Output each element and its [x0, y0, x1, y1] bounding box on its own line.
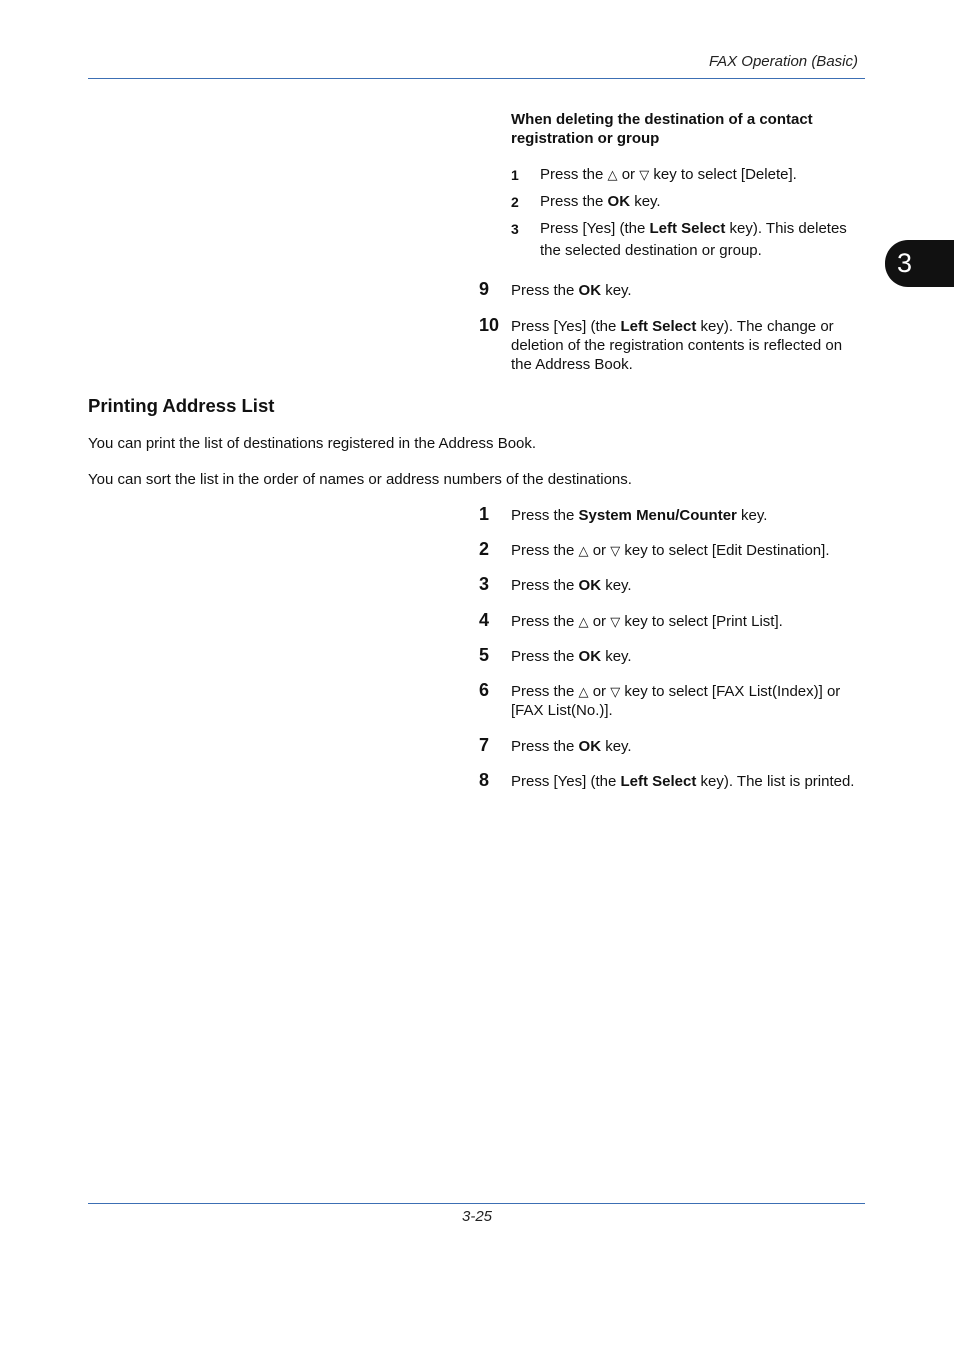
- step-number: 9: [479, 279, 490, 299]
- step-number: 6: [479, 680, 490, 700]
- steps-continued: [479, 281, 865, 374]
- key-name: Left Select: [620, 318, 697, 335]
- substep: [511, 191, 863, 213]
- up-triangle-icon: △: [578, 614, 589, 629]
- step-number: 7: [479, 735, 490, 755]
- step: [479, 612, 865, 631]
- header-title: FAX Operation (Basic): [709, 53, 858, 70]
- step-text: or: [588, 683, 611, 700]
- step: [479, 317, 865, 374]
- step-text: Press the: [511, 738, 579, 755]
- step-number: 2: [479, 539, 490, 559]
- step: [479, 737, 865, 756]
- step: [479, 682, 865, 720]
- step-number: 10: [479, 315, 500, 335]
- header-rule: [88, 78, 865, 79]
- footer-rule: [88, 1203, 865, 1204]
- substep: [511, 218, 863, 262]
- down-triangle-icon: ▽: [610, 614, 621, 629]
- up-triangle-icon: △: [607, 167, 618, 182]
- up-triangle-icon: △: [578, 543, 589, 558]
- substep-text: Press the: [540, 193, 608, 210]
- step-number: 3: [479, 574, 490, 594]
- step-text: key). The list is printed.: [696, 773, 855, 790]
- down-triangle-icon: ▽: [610, 684, 621, 699]
- step-text: Press the: [511, 542, 579, 559]
- step-text: key to select [FAX List(Index)] or [FAX List(No.)].: [511, 683, 841, 719]
- down-triangle-icon: ▽: [610, 543, 621, 558]
- substep-number: 3: [511, 221, 519, 237]
- step-text: or: [588, 542, 611, 559]
- step-text: key.: [601, 577, 632, 594]
- step-text: Press the: [511, 683, 579, 700]
- substep-text: or: [617, 166, 640, 183]
- page-number: 3-25: [461, 1208, 493, 1225]
- step: [479, 647, 865, 666]
- substep: [511, 164, 863, 186]
- step-text: key). The change or deletion of the registration contents is reflected on the Address Book.: [511, 318, 843, 373]
- substep-text: key). This deletes the selected destination or group.: [540, 220, 847, 259]
- key-name: OK: [578, 648, 602, 665]
- key-name: OK: [578, 577, 602, 594]
- step: [479, 772, 865, 791]
- step-text: or: [588, 613, 611, 630]
- printing-steps: [479, 506, 865, 791]
- sort-paragraph: You can sort the list in the order of names or address numbers of the destinations.: [88, 471, 632, 488]
- step-text: Press [Yes] (the: [511, 318, 621, 335]
- key-name: Left Select: [649, 220, 726, 237]
- step: [479, 541, 865, 560]
- key-name: OK: [607, 193, 631, 210]
- step-number: 8: [479, 770, 490, 790]
- delete-subheading: When deleting the destination of a contact registration or group: [511, 111, 813, 147]
- step-text: key to select [Print List].: [620, 613, 783, 630]
- step-text: Press the: [511, 507, 579, 524]
- step-number: 4: [479, 610, 490, 630]
- intro-paragraph: You can print the list of destinations registered in the Address Book.: [88, 435, 537, 452]
- step: [479, 281, 865, 300]
- section-heading: Printing Address List: [88, 395, 275, 416]
- step-number: 1: [479, 504, 490, 524]
- step-text: key.: [601, 648, 632, 665]
- key-name: OK: [578, 282, 602, 299]
- down-triangle-icon: ▽: [639, 167, 650, 182]
- step-text: key to select [Edit Destination].: [620, 542, 830, 559]
- substep-number: 2: [511, 194, 519, 210]
- step-text: Press the: [511, 577, 579, 594]
- key-name: System Menu/Counter: [578, 507, 737, 524]
- chapter-tab: 3: [885, 240, 954, 287]
- step-text: key.: [601, 738, 632, 755]
- step-number: 5: [479, 645, 490, 665]
- delete-substeps: [511, 164, 863, 267]
- key-name: OK: [578, 738, 602, 755]
- substep-text: Press [Yes] (the: [540, 220, 650, 237]
- step-text: Press the: [511, 613, 579, 630]
- step-text: key.: [736, 507, 768, 524]
- step-text: Press [Yes] (the: [511, 773, 621, 790]
- substep-text: key to select [Delete].: [649, 166, 797, 183]
- substep-text: Press the: [540, 166, 608, 183]
- key-name: Left Select: [620, 773, 697, 790]
- step: [479, 506, 865, 525]
- step-text: key.: [601, 282, 632, 299]
- up-triangle-icon: △: [578, 684, 589, 699]
- step-text: Press the: [511, 282, 579, 299]
- step: [479, 576, 865, 595]
- step-text: Press the: [511, 648, 579, 665]
- substep-text: key.: [630, 193, 661, 210]
- substep-number: 1: [511, 167, 519, 183]
